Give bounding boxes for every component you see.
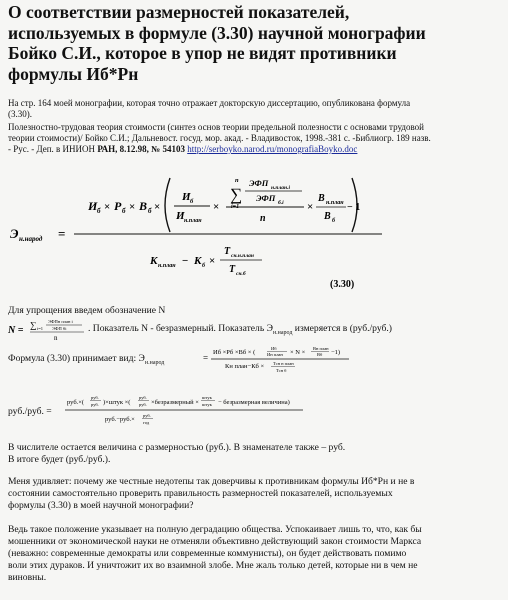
units-f3-bot: штук [202, 402, 212, 407]
units-f3-top: штук [202, 395, 212, 400]
intro-paragraph [8, 98, 502, 120]
tsn-symbol: Т [224, 246, 231, 257]
sum-upper: n [235, 177, 239, 184]
simplified-num-a: Иб ×Рб ×Вб × ( [213, 349, 256, 356]
final-line: воли этих дураков. И уничтожит их во взаимной злобе. Мне жаль только детей, которые ни в чем не [8, 560, 418, 571]
surprise-line: формулы (3.30) в моей научной монографии? [8, 500, 194, 511]
n-explanation-b: измеряется в (руб./руб.) [292, 323, 392, 334]
kb-symbol: К [194, 255, 202, 267]
final-line: (неважно: современные демократы или современные коммунисты), он будет действовать помимо [8, 548, 407, 559]
svg-text:−: − [182, 255, 189, 267]
simplified-prefix-sub: н.народ [144, 359, 165, 366]
final-line: мошенники от экономической науки не отменяли объективно действующий закон стоимости Маркса [8, 536, 422, 547]
formula-svg [0, 170, 508, 295]
n-explanation-a: . Показатель N - безразмерный. Показатель Э [88, 323, 273, 334]
tsb-sub: сн.б [236, 271, 246, 277]
units-den-f-bot: год [143, 420, 150, 425]
simplify-intro: Для упрощения введем обозначение N [8, 305, 166, 316]
n-explanation [88, 323, 392, 336]
reference-line: - Рус. - Деп. в ИНИОН [8, 144, 98, 154]
conclusion-line: В итоге будет (руб./руб.). [8, 454, 111, 465]
title-line: используемых в формуле (3.30) научной монографии [8, 22, 426, 43]
simplified-num-c: −1) [331, 349, 341, 356]
intro-line: (3.30). [8, 109, 32, 119]
reference-line: Полезностно-трудовая теория стоимости (синтез основ теории предельной полезности с основами трудовой [8, 122, 424, 132]
svg-text:×: × [129, 201, 136, 213]
monograph-link[interactable]: http://serboyko.narod.ru/monografiaBoyko.doc [187, 144, 358, 154]
inplan-symbol: И [176, 210, 185, 222]
simplified-f1-bot: Ин план [267, 352, 283, 357]
units-f2-top: руб. [139, 395, 147, 400]
simplified-f2-top: Вн план [313, 346, 329, 351]
surprise-paragraph [8, 476, 502, 512]
units-num-a: руб.×( [67, 399, 85, 406]
svg-text:=: = [58, 226, 66, 241]
bnplan-sub: н.план [326, 200, 344, 206]
units-formula [8, 390, 508, 430]
final-paragraph [8, 524, 502, 584]
n-lhs: N = [8, 325, 24, 336]
surprise-line: состоянии самостоятельно проверить правильность размерностей показателей, используемых [8, 488, 393, 499]
inplan-sub: н.план [184, 218, 202, 224]
units-f2-bot: руб. [139, 402, 147, 407]
efp-bottom: ЭФП [256, 193, 276, 203]
simplified-eq: = [203, 353, 209, 363]
simplified-den-a: Кн план−Кб × [225, 363, 265, 370]
bb-sub: б [148, 207, 152, 215]
units-num-d: − безразмерная величина) [218, 399, 290, 406]
n-explanation-sub: н.народ [272, 329, 293, 336]
n-denominator: n [260, 213, 266, 224]
tsn-sub: сн.н.план [231, 253, 254, 259]
n-sum-limits: i=1 [37, 326, 44, 331]
units-num-c: ×безразмерный × [151, 399, 199, 406]
knplan-sub: н.план [158, 263, 176, 269]
kb-sub: б [202, 263, 205, 269]
n-efp-top: ЭФПн план i [48, 319, 73, 324]
n-efp-mid: ЭФП бi [52, 326, 67, 331]
title-line: формулы Иб*Рн [8, 63, 139, 84]
simplified-den-f-top: Тсн н план [273, 361, 294, 366]
svg-text:×: × [209, 255, 216, 267]
knplan-symbol: К [150, 255, 158, 267]
svg-text:×: × [104, 201, 111, 213]
bnplan-symbol: В [318, 193, 325, 204]
title-line: Бойко С.И., которое в упор не видят противники [8, 43, 397, 63]
svg-text:×: × [154, 201, 161, 213]
ib2-sub: б [190, 198, 194, 205]
formula-3-30 [0, 170, 508, 295]
n-definition [8, 318, 508, 344]
simplified-formula-svg [203, 344, 493, 374]
formula-number: (3.30) [330, 279, 355, 290]
simplified-den-f-bot: Тсн б [276, 368, 287, 373]
simplified-f2-bot: Вб [317, 352, 323, 357]
bb-symbol: В [139, 199, 148, 213]
page-title [8, 2, 500, 84]
pb-sub: б [122, 207, 126, 215]
reference-line: теории стоимости)/ Бойко С.И.; Дальневост. госуд. мор. акад. - Владивосток, 1998.-381 с. -Библиогр. 189 назв. [8, 133, 431, 143]
simplified-formula [8, 344, 508, 374]
title-line: О соответствии размерностей показателей, [8, 2, 350, 22]
efp-top: ЭФП [249, 178, 269, 188]
svg-text:×: × [307, 201, 314, 213]
final-line: Ведь такое положение указывает на полную деградацию общества. Успокаивает лишь то, что, как бы [8, 524, 422, 535]
surprise-line: Меня удивляет: почему же честные недотепы так доверчивы к противникам формулы Иб*Рн и не в [8, 476, 415, 487]
deposit-info: РАН, 8.12.98, № 54103 [97, 144, 185, 154]
simplified-prefix [8, 353, 164, 366]
pb-symbol: Р [114, 199, 122, 213]
units-den-a: руб.−руб.× [105, 416, 135, 423]
simplified-num-b: × N × [290, 349, 306, 356]
simplified-prefix-text: Формула (3.30) принимает вид: Э [8, 353, 145, 364]
ib-sub: б [97, 207, 101, 215]
units-svg [63, 390, 483, 430]
ib2-symbol: И [182, 191, 191, 203]
units-f1-bot: руб. [91, 402, 99, 407]
conclusion-paragraph [8, 442, 502, 466]
bb2-sub: б [332, 218, 335, 224]
units-den-f-top: руб. [143, 413, 151, 418]
ib-symbol: И [88, 199, 98, 213]
minus-one: − 1 [347, 202, 361, 213]
sum-lower: i=1 [231, 204, 240, 210]
units-lhs: руб./руб. = [8, 406, 52, 417]
efp-bottom-sub: б.i [278, 200, 284, 206]
conclusion-line: В числителе остается величина с размерностью (руб.). В знаменателе также – руб. [8, 442, 346, 453]
efp-top-sub: н.план.i [271, 185, 291, 191]
svg-text:×: × [213, 201, 220, 213]
intro-line: На стр. 164 моей монографии, которая точно отражает докторскую диссертацию, опубликована формула [8, 98, 411, 108]
units-f1-top: руб. [91, 395, 99, 400]
n-den: n [54, 334, 58, 342]
svg-text:∑: ∑ [230, 185, 243, 204]
final-line: виновны. [8, 572, 47, 583]
reference-paragraph [8, 122, 502, 155]
units-num-b: )×штук ×( [103, 399, 131, 406]
tsb-symbol: Т [229, 264, 236, 275]
lhs-subscript: н.народ [19, 235, 43, 243]
n-sum: ∑ [30, 320, 37, 330]
simplified-f1-top: Иб [271, 346, 277, 351]
lhs-symbol: Э [10, 226, 19, 241]
bb2-symbol: В [324, 211, 331, 222]
